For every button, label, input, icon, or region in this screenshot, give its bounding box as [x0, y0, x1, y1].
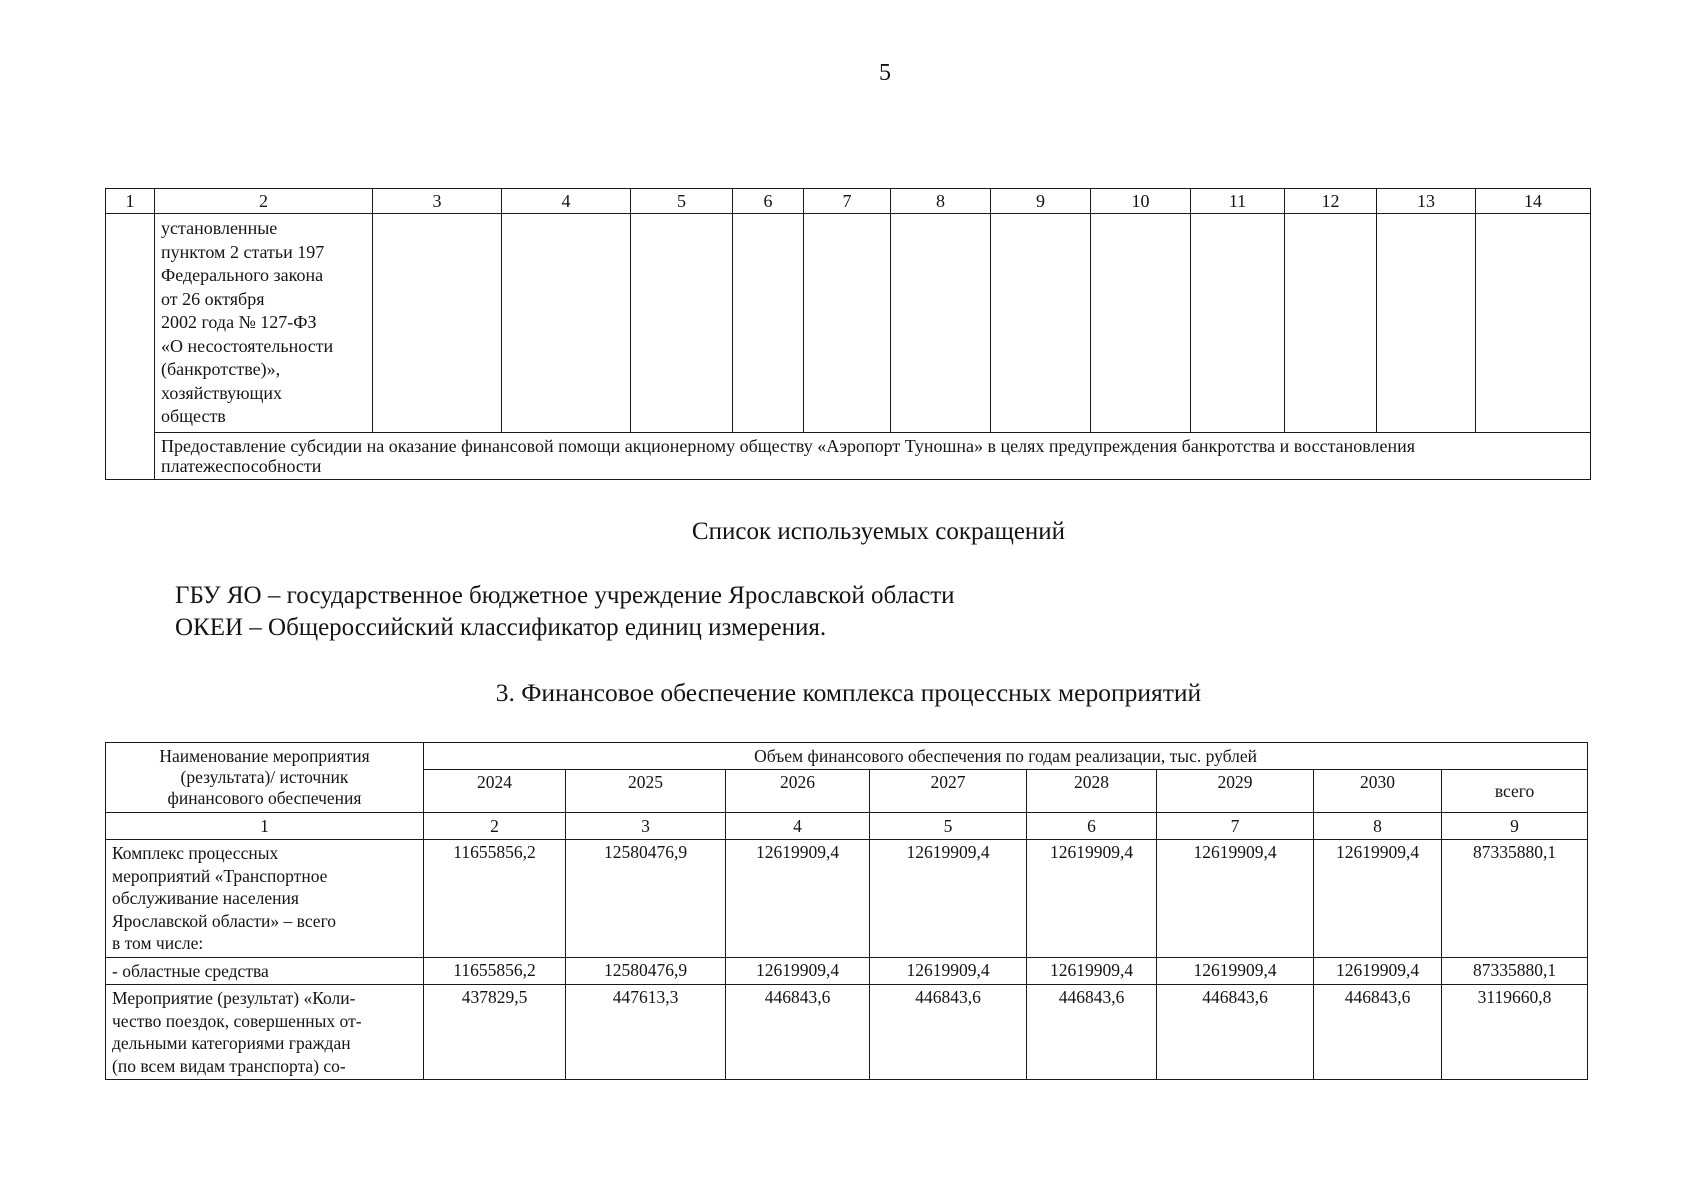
top-table-header-cell: 11: [1191, 189, 1285, 214]
name-column-header: [106, 743, 424, 813]
top-table-row: [106, 214, 1591, 433]
value-cell: 446843,6: [870, 985, 1027, 1080]
top-table-header-cell: 13: [1377, 189, 1476, 214]
value-cell: 12619909,4: [726, 840, 870, 958]
column-number: 7: [1157, 813, 1314, 840]
top-table-cell-empty: [1191, 214, 1285, 433]
value-cell: 447613,3: [566, 985, 726, 1080]
top-table-cell-empty: [1476, 214, 1591, 433]
year-header: 2027: [870, 770, 1027, 813]
row-name: [106, 985, 424, 1080]
text-line: (по всем видам транспорта) со-: [112, 1055, 346, 1076]
top-table-header-cell: 10: [1091, 189, 1191, 214]
column-number: 5: [870, 813, 1027, 840]
text-line: - областные средства: [112, 960, 269, 981]
column-number: 1: [106, 813, 424, 840]
text-line: Наименование мероприятия: [159, 746, 370, 766]
text-line: Мероприятие (результат) «Коли-: [112, 988, 356, 1008]
volume-header: Объем финансового обеспечения по годам реализации, тыс. рублей: [424, 743, 1588, 770]
value-cell: 11655856,2: [424, 957, 566, 985]
text-line: Предоставление субсидии на оказание финансовой помощи акционерному обществу «Аэропорт Туношна» в целях предупреждения банкротства и восстановления: [161, 435, 1416, 456]
text-line: хозяйствующих: [161, 382, 283, 403]
top-table-header-cell: 12: [1285, 189, 1377, 214]
text-line: финансового обеспечения: [167, 788, 362, 808]
value-cell: 11655856,2: [424, 840, 566, 958]
column-number: 3: [566, 813, 726, 840]
top-table-span-cell: [155, 432, 1591, 479]
value-cell: 12619909,4: [1027, 957, 1157, 985]
value-cell: 446843,6: [1314, 985, 1442, 1080]
text-line: мероприятий «Транспортное: [112, 865, 328, 886]
top-table-cell-empty: [106, 214, 155, 480]
top-table-header-cell: 5: [631, 189, 733, 214]
row-name: [106, 840, 424, 958]
text-line: от 26 октября: [161, 288, 265, 309]
value-cell: 446843,6: [1027, 985, 1157, 1080]
column-number: 4: [726, 813, 870, 840]
top-table-cell-empty: [373, 214, 502, 433]
top-table-cell-empty: [502, 214, 631, 433]
value-cell: 87335880,1: [1442, 957, 1588, 985]
value-cell: 12580476,9: [566, 957, 726, 985]
top-table-header-cell: 6: [733, 189, 804, 214]
top-table-header-cell: 8: [891, 189, 991, 214]
abbreviation-item: ГБУ ЯО – государственное бюджетное учреждение Ярославской области: [175, 582, 955, 609]
text-line: (банкротстве)»,: [161, 359, 281, 379]
value-cell: 12619909,4: [1314, 840, 1442, 958]
table-row: [106, 957, 1588, 985]
top-table-text-cell: [155, 214, 373, 433]
top-table-cell-empty: [1377, 214, 1476, 433]
abbreviations-title: Список используемых сокращений: [691, 518, 1066, 545]
text-line: дельными категориями граждан: [112, 1033, 351, 1053]
text-line: установленные: [161, 218, 278, 238]
value-cell: 12619909,4: [870, 840, 1027, 958]
text-line: платежеспособности: [161, 455, 322, 476]
top-table-cell-empty: [991, 214, 1091, 433]
value-cell: 12619909,4: [1027, 840, 1157, 958]
finance-table: [105, 742, 1588, 1080]
top-table-header-cell: 1: [106, 189, 155, 214]
column-number: 8: [1314, 813, 1442, 840]
value-cell: 12619909,4: [1157, 957, 1314, 985]
top-table-header-cell: 2: [155, 189, 373, 214]
value-cell: 3119660,8: [1442, 985, 1588, 1080]
year-header: 2030: [1314, 770, 1442, 813]
year-header: 2029: [1157, 770, 1314, 813]
value-cell: 12619909,4: [726, 957, 870, 985]
text-line: 2002 года № 127-ФЗ: [161, 312, 317, 332]
top-table-header-cell: 7: [804, 189, 891, 214]
value-cell: 446843,6: [726, 985, 870, 1080]
top-table-header-cell: 9: [991, 189, 1091, 214]
column-number: 6: [1027, 813, 1157, 840]
top-table-cell-empty: [733, 214, 804, 433]
value-cell: 12580476,9: [566, 840, 726, 958]
top-table-header-cell: 14: [1476, 189, 1591, 214]
text-line: чество поездок, совершенных от-: [112, 1010, 362, 1031]
text-line: обслуживание населения: [112, 888, 299, 908]
table-row: [106, 840, 1588, 958]
text-line: обществ: [161, 406, 226, 426]
value-cell: 446843,6: [1157, 985, 1314, 1080]
year-header: 2026: [726, 770, 870, 813]
value-cell: 12619909,4: [870, 957, 1027, 985]
text-line: Ярославской области» – всего: [112, 910, 337, 931]
total-header: всего: [1442, 770, 1588, 813]
text-line: пунктом 2 статьи 197: [161, 241, 325, 262]
finance-section-title: 3. Финансовое обеспечение комплекса процессных мероприятий: [495, 678, 1202, 707]
column-number: 9: [1442, 813, 1588, 840]
top-table-header-row: [106, 189, 1591, 214]
top-table-cell-empty: [1091, 214, 1191, 433]
column-number-row: [106, 813, 1588, 840]
table-row: [106, 985, 1588, 1080]
value-cell: 12619909,4: [1314, 957, 1442, 985]
top-table-header-cell: 3: [373, 189, 502, 214]
abbreviation-item: ОКЕИ – Общероссийский классификатор единиц измерения.: [175, 614, 827, 641]
top-table-cell-empty: [631, 214, 733, 433]
top-table-cell-empty: [891, 214, 991, 433]
text-line: Федерального закона: [161, 265, 324, 285]
year-header: 2024: [424, 770, 566, 813]
text-line: в том числе:: [112, 933, 204, 953]
text-line: (результата)/ источник: [180, 767, 349, 787]
top-table-header-cell: 4: [502, 189, 631, 214]
year-header: 2025: [566, 770, 726, 813]
page-number: 5: [879, 60, 891, 86]
top-table-row: [106, 432, 1591, 479]
value-cell: 437829,5: [424, 985, 566, 1080]
top-table: [105, 188, 1591, 480]
value-cell: 87335880,1: [1442, 840, 1588, 958]
text-line: Комплекс процессных: [112, 843, 279, 863]
finance-header-row: [106, 743, 1588, 770]
top-table-cell-empty: [804, 214, 891, 433]
year-header: 2028: [1027, 770, 1157, 813]
text-line: «О несостоятельности: [161, 335, 334, 356]
value-cell: 12619909,4: [1157, 840, 1314, 958]
top-table-cell-empty: [1285, 214, 1377, 433]
column-number: 2: [424, 813, 566, 840]
row-name: [106, 957, 424, 985]
